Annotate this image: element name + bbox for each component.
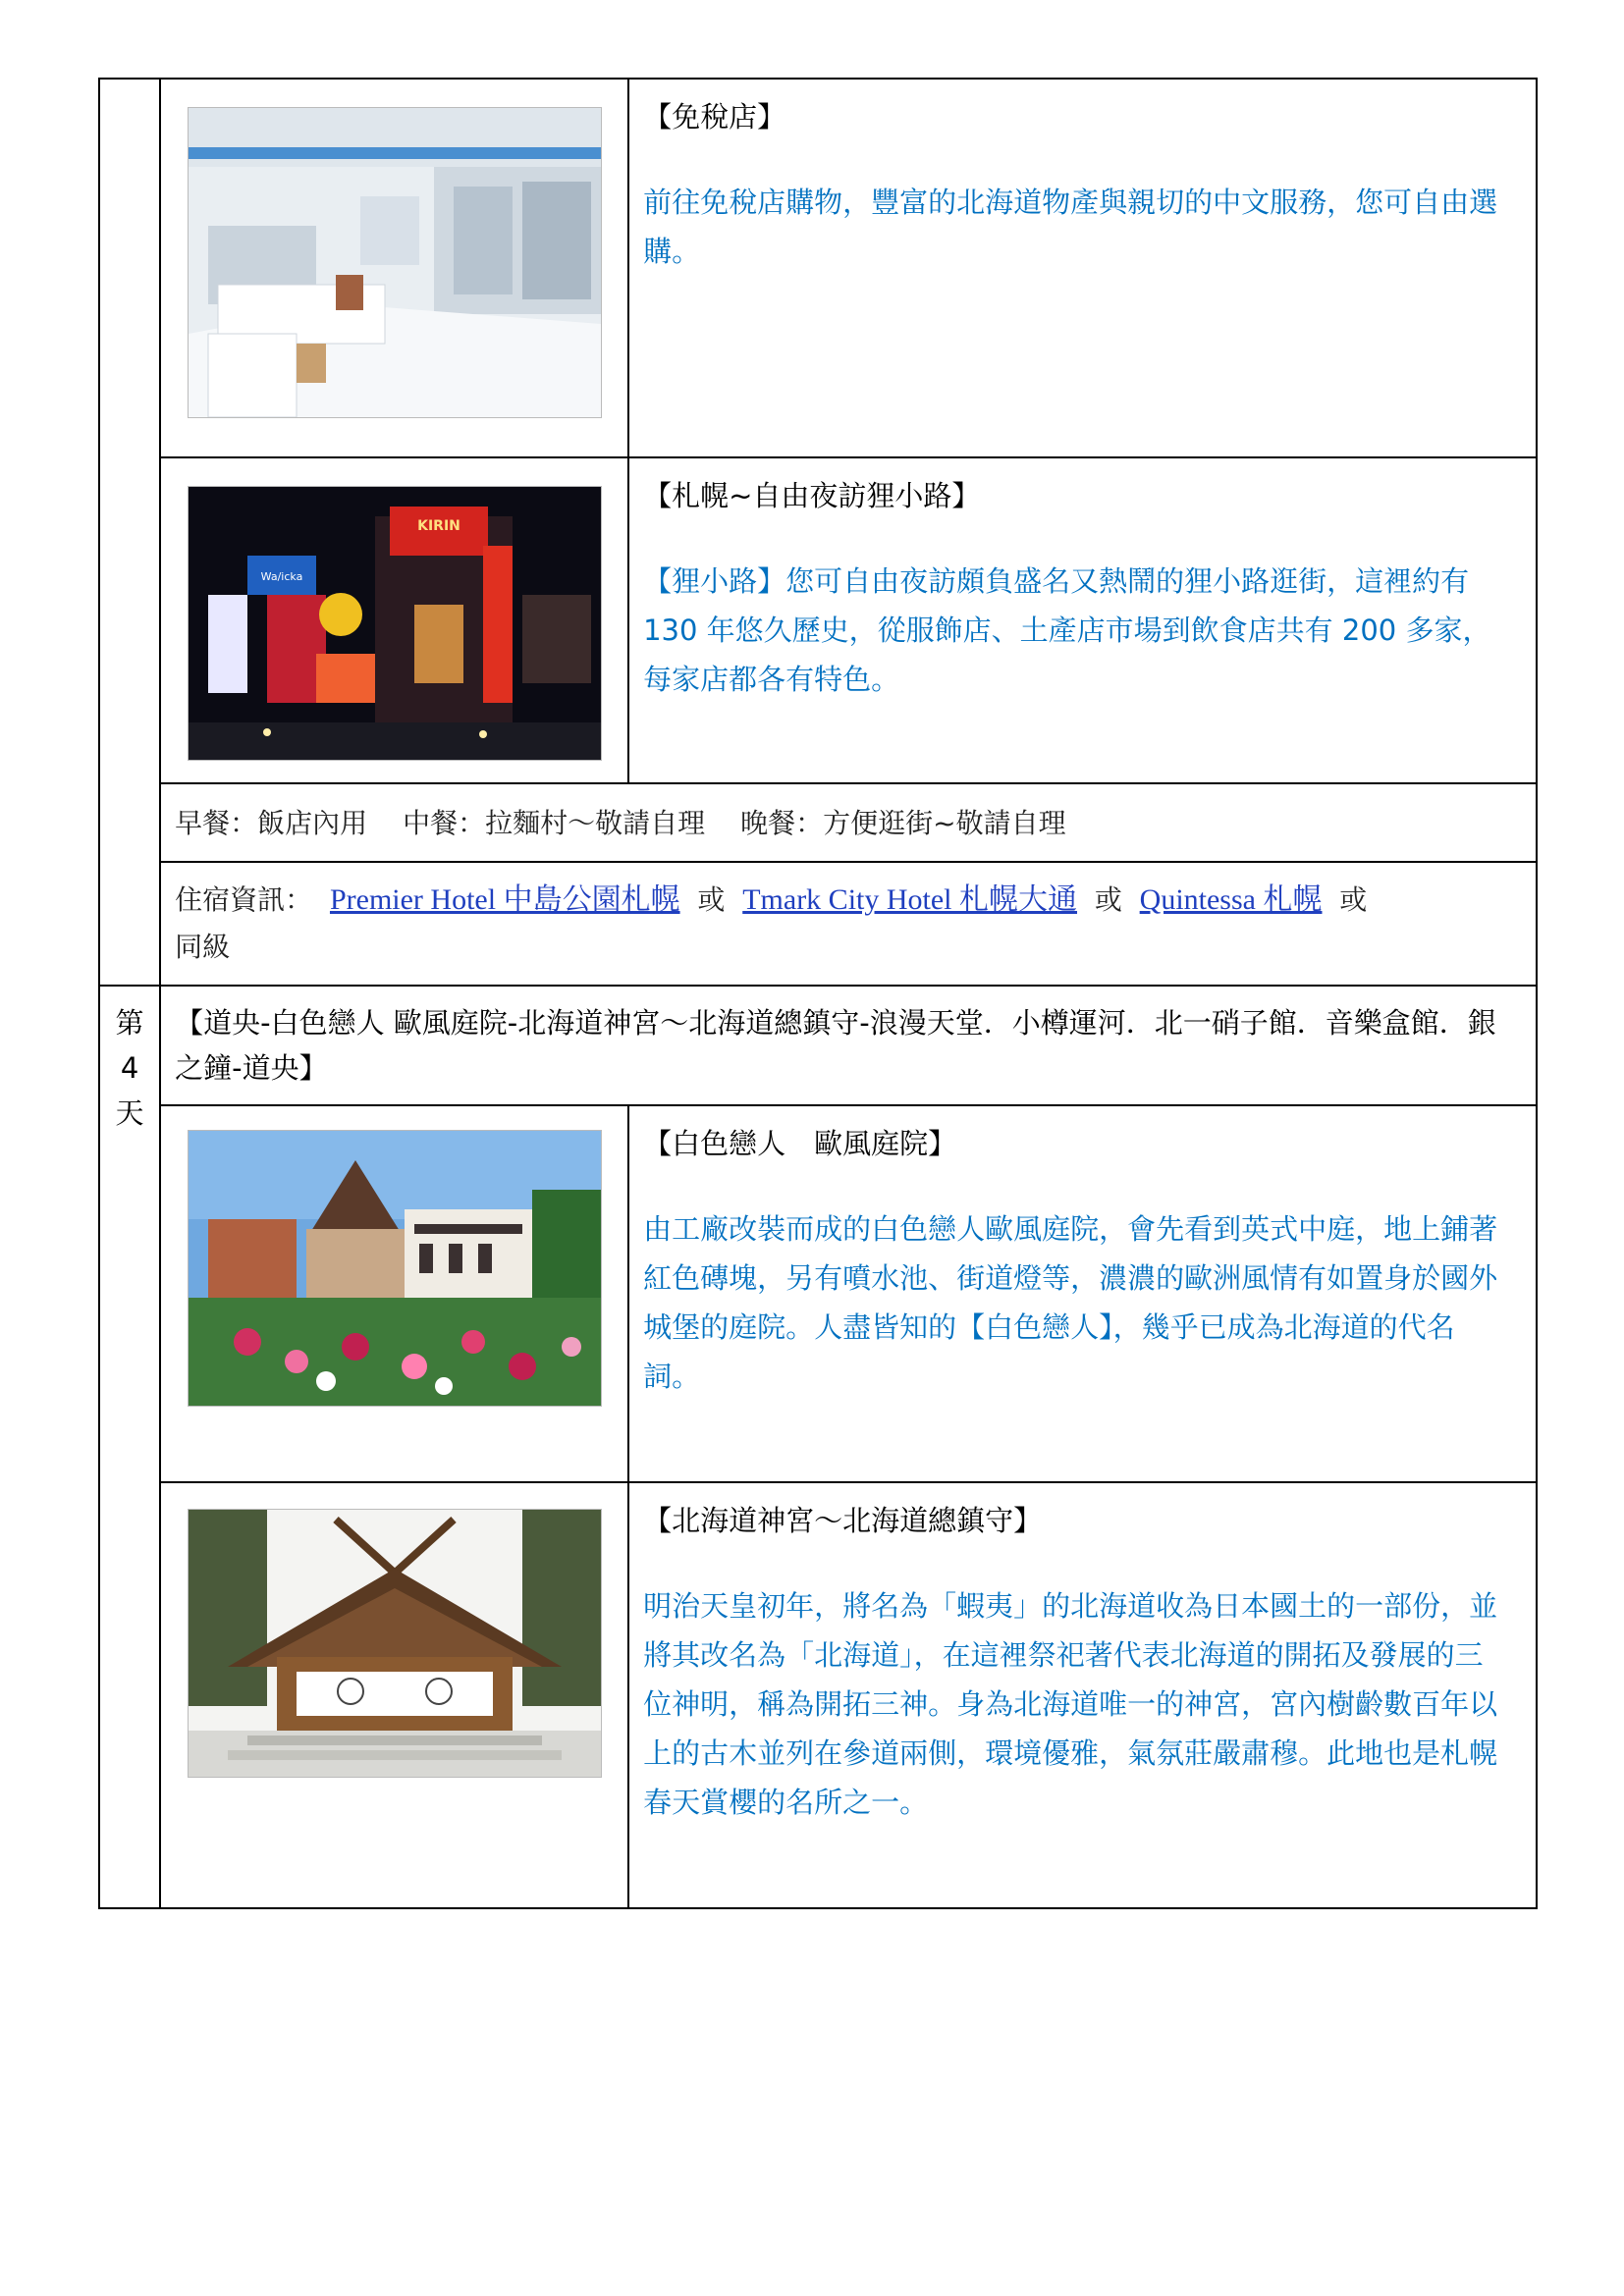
day4-route-title: 【道央-白色戀人 歐風庭院-北海道神宮～北海道總鎮守-浪漫天堂．小樽運河．北一硝子館．音樂盒館．銀之鐘-道央】 (160, 986, 1537, 1105)
duty-free-description: 前往免稅店購物，豐富的北海道物產與親切的中文服務，您可自由選購。 (643, 186, 1498, 268)
sign2-text: Wa/icka (260, 570, 303, 583)
hokkaido-jingu-shrine-photo (188, 1509, 602, 1778)
hotel-link-premier[interactable]: Premier Hotel 中島公園札幌 (329, 883, 680, 916)
row-duty-free (99, 79, 1537, 457)
tanuki-koji-title: 【札幌~自由夜訪狸小路】 (643, 479, 981, 512)
duty-free-title: 【免稅店】 (643, 100, 786, 133)
tanuki-koji-text-cell (628, 457, 1537, 783)
or-text: 或 (1339, 883, 1368, 916)
day-prefix: 第 (115, 1006, 144, 1040)
photo-cell (160, 1105, 628, 1482)
hotel-link-tmark[interactable]: Tmark City Hotel 札幌大通 (742, 883, 1078, 916)
row-day4-route (99, 986, 1537, 1105)
day4-label-cell (99, 986, 160, 1908)
photo-cell (160, 1482, 628, 1908)
kirin-sign-text: KIRIN (417, 518, 461, 534)
or-text: 或 (1094, 883, 1122, 916)
duty-free-store-photo (188, 107, 602, 418)
hokkaido-jingu-description: 明治天皇初年，將名為「蝦夷」的北海道收為日本國土的一部份，並將其改名為「北海道」，在這裡祭祀著代表北海道的開拓及發展的三位神明，稱為開拓三神。身為北海道唯一的神宮，宮內樹齡數百年以上的古木並列在參道兩側，環境優雅，氣氛莊嚴肅穆。此地也是札幌春天賞櫻的名所之一。 (643, 1589, 1498, 1819)
day-cell-empty (99, 79, 160, 986)
itinerary-table (98, 78, 1538, 1909)
day-number: 4 (120, 1051, 139, 1085)
photo-cell (160, 79, 628, 457)
tanuki-koji-description: 【狸小路】您可自由夜訪頗負盛名又熱鬧的狸小路逛街，這裡約有 130 年悠久歷史，從服飾店、土產店市場到飲食店共有 200 多家，每家店都各有特色。 (643, 564, 1491, 696)
row-accommodation (99, 862, 1537, 986)
row-tanuki-koji (99, 457, 1537, 783)
shiroi-koibito-title: 【白色戀人 歐風庭院】 (643, 1127, 957, 1160)
tanuki-koji-night-photo (188, 486, 602, 761)
row-hokkaido-jingu (99, 1482, 1537, 1908)
meals-cell (160, 783, 1537, 862)
row-shiroi-koibito (99, 1105, 1537, 1482)
hokkaido-jingu-title: 【北海道神宮～北海道總鎮守】 (643, 1504, 1043, 1537)
row-meals (99, 783, 1537, 862)
breakfast-label: 早餐：飯店內用 (175, 807, 368, 839)
hotel-link-quintessa[interactable]: Quintessa 札幌 (1139, 883, 1323, 916)
duty-free-text-cell (628, 79, 1537, 457)
accommodation-label: 住宿資訊： (175, 883, 313, 916)
same-class-text: 同級 (175, 931, 231, 963)
shiroi-koibito-description: 由工廠改裝而成的白色戀人歐風庭院，會先看到英式中庭，地上鋪著紅色磚塊，另有噴水池、街道燈等，濃濃的歐洲風情有如置身於國外城堡的庭院。人盡皆知的【白色戀人】，幾乎已成為北海道的代名詞。 (643, 1212, 1498, 1393)
accommodation-cell (160, 862, 1537, 986)
hokkaido-jingu-text-cell (628, 1482, 1537, 1908)
or-text: 或 (697, 883, 726, 916)
lunch-label: 中餐：拉麵村～敬請自理 (403, 807, 706, 839)
photo-cell (160, 457, 628, 783)
dinner-label: 晚餐：方便逛街~敬請自理 (740, 807, 1066, 839)
shiroi-koibito-garden-photo (188, 1130, 602, 1407)
shiroi-koibito-text-cell (628, 1105, 1537, 1482)
day-suffix: 天 (115, 1096, 144, 1130)
